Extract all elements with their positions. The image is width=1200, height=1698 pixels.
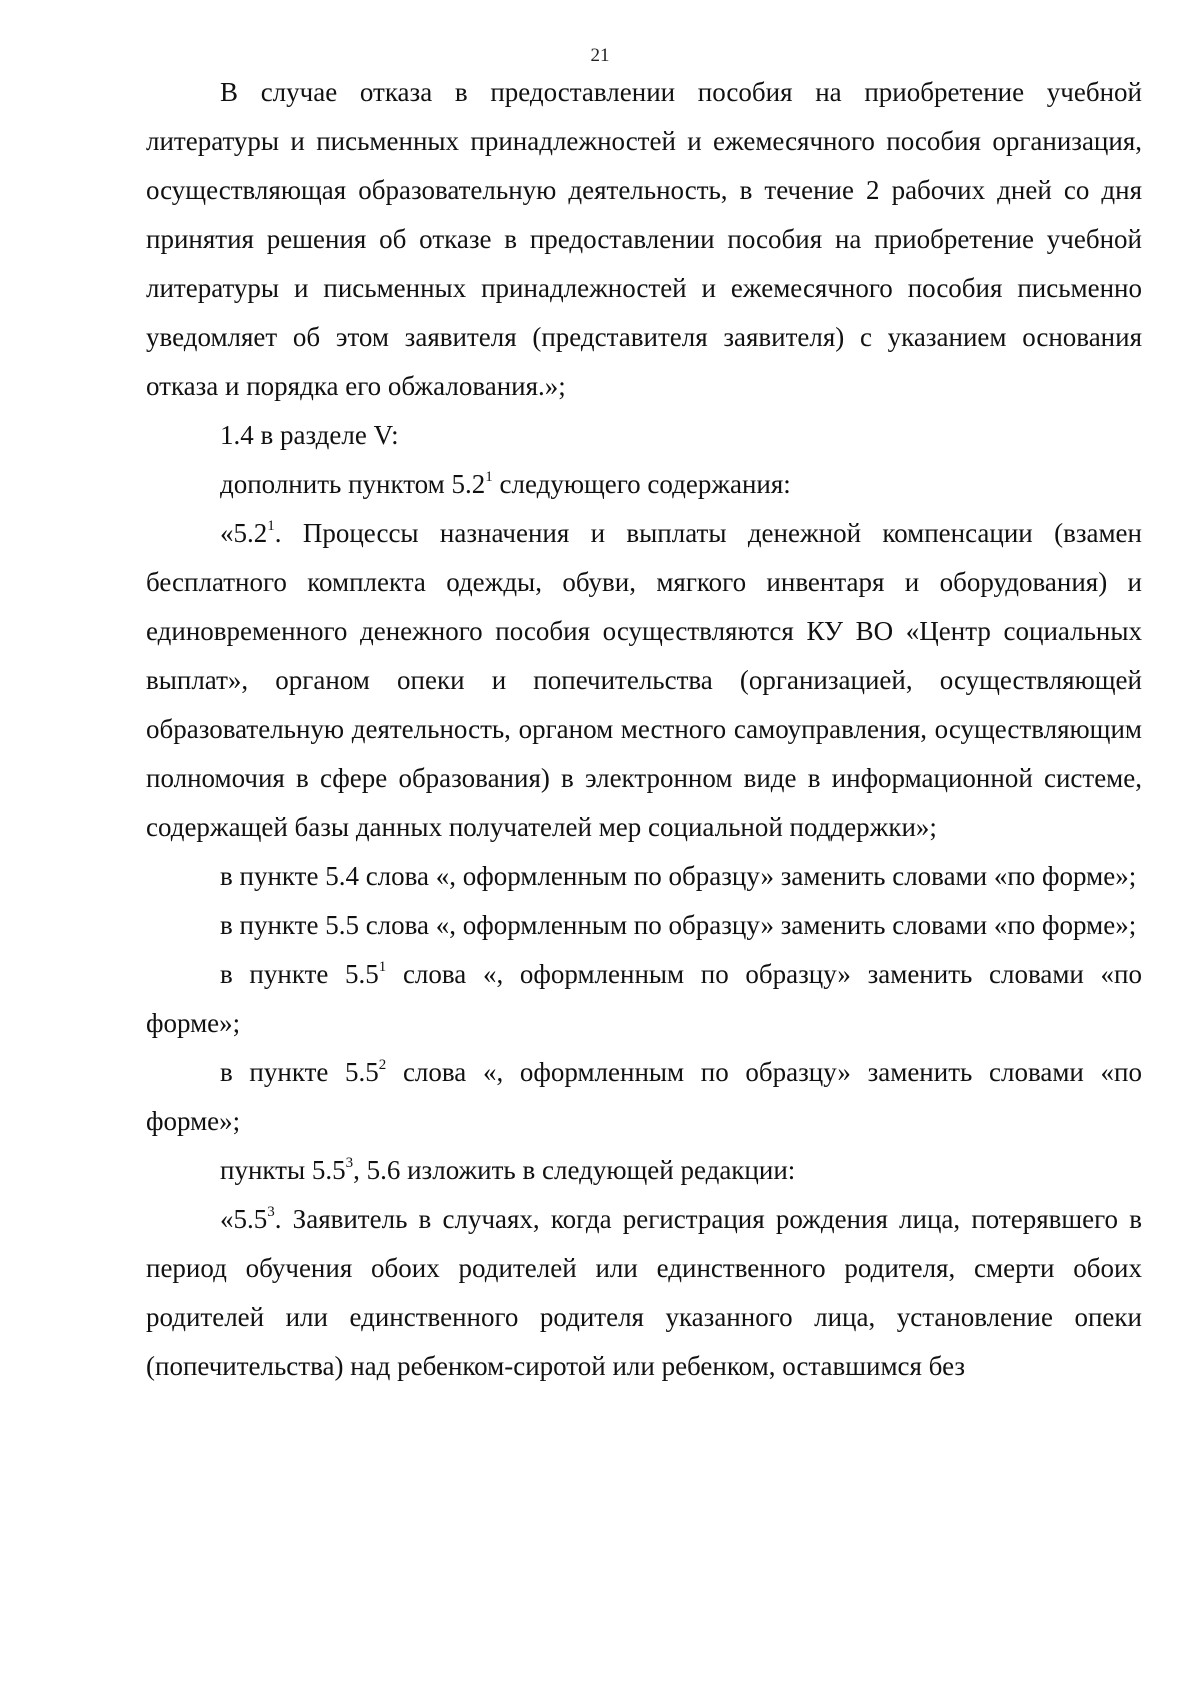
paragraph-item-5-2-1 bbox=[146, 509, 1142, 852]
paragraph-item-5-5-3 bbox=[146, 1195, 1142, 1391]
superscript: 1 bbox=[267, 518, 275, 534]
text-fragment: слова «, оформленным по образцу» заменить словами «по форме»; bbox=[146, 1057, 1142, 1136]
text-fragment: пункты 5.5 bbox=[220, 1155, 346, 1185]
text-fragment: «5.2 bbox=[220, 518, 268, 548]
text-fragment: «5.5 bbox=[220, 1204, 268, 1234]
text-fragment: слова «, оформленным по образцу» заменить словами «по форме»; bbox=[146, 959, 1142, 1038]
paragraph-add-item bbox=[146, 460, 1142, 509]
paragraph-section-v: 1.4 в разделе V: bbox=[220, 420, 399, 450]
paragraph-item-5-5: в пункте 5.5 слова «, оформленным по образцу» заменить словами «по форме»; bbox=[220, 910, 1137, 940]
text-fragment: . Заявитель в случаях, когда регистрация рождения лица, потерявшего в период обучения обоих родителей или единственного родителя, смерти обоих родителей или единственного родителя указанного лица, установление опеки (попечительства) над ребенком-сиротой или ребенком, оставшимся без bbox=[146, 1204, 1142, 1381]
superscript: 1 bbox=[485, 469, 493, 485]
text-fragment: . Процессы назначения и выплаты денежной компенсации (взамен бесплатного комплекта одежды, обуви, мягкого инвентаря и оборудования) и единовременного денежного пособия осуществляются КУ ВО «Центр социальных выплат», органом опеки и попечительства (организацией, осуществляющей образовательную деятельность, органом местного самоуправления, осуществляющим полномочия в сфере образования) в электронном виде в информационной системе, содержащей базы данных получателей мер социальной поддержки»; bbox=[146, 518, 1142, 842]
superscript: 1 bbox=[378, 959, 387, 975]
text-fragment: в пункте 5.5 bbox=[220, 1057, 379, 1087]
superscript: 3 bbox=[267, 1204, 275, 1220]
text-fragment: следующего содержания: bbox=[492, 469, 791, 499]
paragraph-item-5-5-1 bbox=[146, 950, 1142, 1048]
paragraph-refusal-notice: В случае отказа в предоставлении пособия на приобретение учебной литературы и письменных принадлежностей и ежемесячного пособия организация, осуществляющая образовательную деятельность, в течение 2 рабочих дней со дня принятия решения об отказе в предоставлении пособия на приобретение учебной литературы и письменных принадлежностей и ежемесячного пособия письменно уведомляет об этом заявителя (представителя заявителя) с указанием основания отказа и порядка его обжалования.»; bbox=[146, 77, 1142, 401]
document-body bbox=[146, 68, 1142, 1391]
paragraph-item-5-4: в пункте 5.4 слова «, оформленным по образцу» заменить словами «по форме»; bbox=[220, 861, 1137, 891]
text-fragment: , 5.6 изложить в следующей редакции: bbox=[353, 1155, 796, 1185]
text-fragment: в пункте 5.5 bbox=[220, 959, 379, 989]
paragraph-items-5-5-3-and-5-6 bbox=[146, 1146, 1142, 1195]
superscript: 2 bbox=[378, 1057, 387, 1073]
text-fragment: дополнить пунктом 5.2 bbox=[220, 469, 486, 499]
page-number: 21 bbox=[590, 45, 610, 66]
superscript: 3 bbox=[345, 1155, 354, 1171]
paragraph-item-5-5-2 bbox=[146, 1048, 1142, 1146]
